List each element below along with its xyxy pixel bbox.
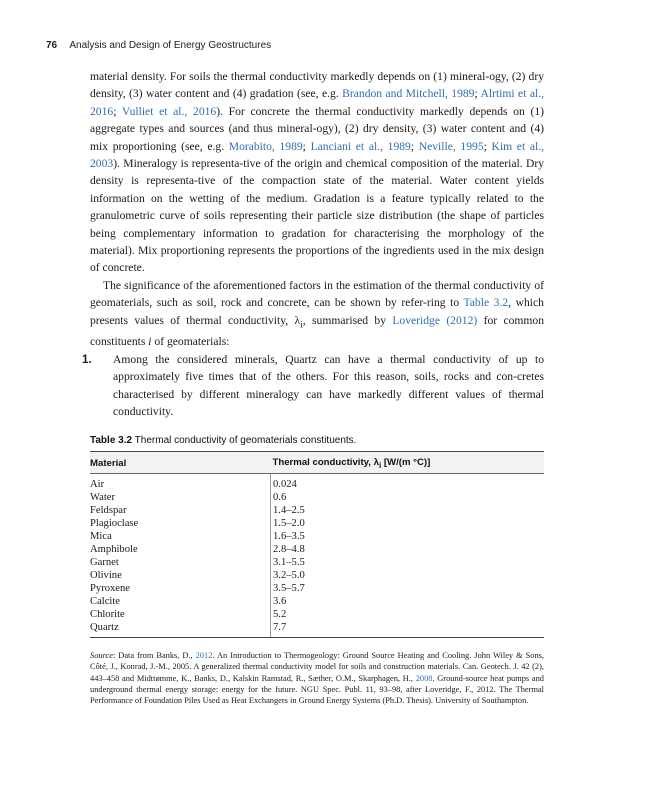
conductivity-cell: 1.4–2.5 — [271, 504, 545, 517]
conductivity-cell: 5.2 — [271, 608, 545, 621]
page-number: 76 — [46, 40, 58, 51]
text-run: ; — [302, 139, 311, 153]
citation-link[interactable]: Neville, 1995 — [418, 139, 484, 153]
text-run: for common constituents — [90, 313, 545, 349]
citation-link[interactable]: Lanciani et al., 1989 — [310, 139, 411, 153]
material-cell: Calcite — [90, 595, 121, 607]
table-caption — [90, 435, 544, 446]
table-row — [90, 556, 544, 569]
text-run: ). Mineralogy is representa-tive of the origin and chemical composition of the material. Dry density is representa-tive of the compaction state of the material. Water content yields information on the wetting of the medium. Gradation is a feature typically related to the granulometric curve of soils representing their particle size distribution (the shape of particles being complementary information to gradation for characterising the morphology of the material). Mix proportioning represents the proportions of the ingredients used in the mix design of concrete. — [90, 157, 544, 275]
header-subscript: i — [378, 460, 382, 470]
table-row — [90, 569, 544, 582]
conductivity-cell: 1.6–3.5 — [271, 530, 545, 543]
citation-link[interactable]: Loveridge (2012) — [392, 313, 478, 327]
citation-link[interactable]: Alrtimi et al., 2016 — [90, 87, 545, 118]
material-cell: Olivine — [90, 569, 122, 581]
table-row — [90, 621, 544, 638]
text-run: The significance of the aforementioned factors in the estimation of the thermal conductivity of geomaterials, such as soil, rock and concrete, can be shown by refer-ring to — [90, 278, 544, 310]
material-cell: Feldspar — [90, 504, 127, 516]
text-run: , summarised by — [302, 313, 393, 327]
source-label: Source — [90, 651, 113, 660]
table-row — [90, 517, 544, 530]
text-run: ). For concrete the thermal conductivity markedly depends on (1) aggregate types and sources (and thus mineral-ogy), (2) dry density, (3) water content and (4) mix proportioning (see, e.g. — [90, 104, 544, 153]
material-cell: Plagioclase — [90, 517, 139, 529]
year-link[interactable]: 2008 — [415, 673, 433, 683]
material-cell: Air — [90, 478, 105, 490]
list-item — [82, 351, 544, 421]
text-run: ; — [410, 139, 419, 153]
body-text — [82, 68, 545, 420]
citation-link[interactable]: Vulliet et al., 2016 — [121, 104, 217, 118]
citation-link[interactable]: Morabito, 1989 — [228, 139, 303, 153]
conductivity-cell: 3.5–5.7 — [271, 582, 545, 595]
table-row — [90, 608, 544, 621]
table-link[interactable]: Table 3.2 — [463, 296, 509, 310]
paragraph-2 — [90, 277, 544, 351]
running-title: Analysis and Design of Energy Geostructures — [69, 40, 272, 51]
table-row — [90, 473, 544, 491]
table-label: Table 3.2 — [90, 435, 133, 446]
table-caption-text: Thermal conductivity of geomaterials constituents. — [134, 435, 357, 446]
table-header-row — [90, 452, 544, 474]
table-row — [90, 491, 544, 504]
conductivity-table — [90, 451, 544, 638]
italic-var: i — [148, 335, 152, 349]
material-cell: Pyroxene — [90, 582, 131, 594]
table-row — [90, 582, 544, 595]
material-cell: Water — [90, 491, 116, 503]
material-cell: Mica — [90, 530, 112, 542]
source-text: . Ground-source heat pumps and underground thermal energy storage: energy for the future. NGU Spec. Publ. 11, 93–98, after Loveridge, F., 2012. The Thermal Performance of Foundation Piles Used as Heat Exchangers in Ground Energy Systems (Ph.D. Thesis). University of Southampton. — [90, 673, 544, 706]
subscript: i — [300, 319, 303, 330]
text-run: ; — [474, 87, 481, 101]
conductivity-cell: 0.024 — [271, 473, 545, 491]
header-material: Material — [90, 452, 271, 474]
citation-link[interactable]: Brandon and Mitchell, 1989 — [342, 87, 475, 101]
text-run: of geomaterials: — [151, 335, 230, 349]
conductivity-cell: 3.6 — [271, 595, 545, 608]
text-run: ; — [483, 139, 492, 153]
material-cell: Garnet — [90, 556, 119, 568]
text-run: , which presents values of thermal conductivity, λ — [90, 296, 544, 327]
text-run: material density. For soils the thermal conductivity markedly depends on (1) mineral-ogy, (2) dry density, (3) water content and (4) gradation (see, e.g. — [90, 70, 544, 101]
conductivity-cell: 1.5–2.0 — [271, 517, 545, 530]
conductivity-cell: 2.8–4.8 — [271, 543, 545, 556]
table-row — [90, 504, 544, 517]
table-row — [90, 530, 544, 543]
header-conductivity — [271, 452, 545, 474]
table-row — [90, 595, 544, 608]
conductivity-cell: 3.2–5.0 — [271, 569, 545, 582]
material-cell: Quartz — [90, 621, 271, 638]
material-cell: Amphibole — [90, 543, 138, 555]
list-item-text: Among the considered minerals, Quartz can have a thermal conductivity of up to approximately five times that of the others. For this reason, soils, rocks and con-cretes characterised by different mineralogy can have markedly different values of thermal conductivity. — [113, 352, 544, 419]
paragraph-1 — [90, 68, 544, 277]
table-body — [90, 473, 544, 637]
source-text: : Data from Banks, D., — [112, 651, 196, 660]
header-text: Thermal conductivity, λ — [272, 457, 379, 468]
conductivity-cell: 7.7 — [271, 621, 545, 638]
material-cell: Chlorite — [90, 608, 125, 620]
conductivity-cell: 3.1–5.5 — [271, 556, 545, 569]
source-text: . An Introduction to Thermogeology: Ground Source Heating and Cooling. John Wiley & Sons, Côté, J., Konrad, J.-M., 2005. A generalized thermal conductivity model for soils and construction materials. Can. Geotech. J. 42 (2), 443–458 and Midttømme, K., Banks, D., Kalskin Ramstad, R., Sæther, O.M., Skarphagen, H., — [90, 651, 544, 683]
header-unit: [W/(m °C)] — [381, 457, 431, 468]
table-source-note — [90, 650, 544, 706]
conductivity-cell: 0.6 — [271, 491, 545, 504]
list-number: 1. — [82, 352, 92, 366]
page-header — [46, 40, 271, 51]
text-run: ; — [113, 104, 122, 118]
citation-link[interactable]: Kim et al., 2003 — [90, 139, 544, 171]
year-link[interactable]: 2012 — [195, 651, 213, 660]
table-row — [90, 543, 544, 556]
